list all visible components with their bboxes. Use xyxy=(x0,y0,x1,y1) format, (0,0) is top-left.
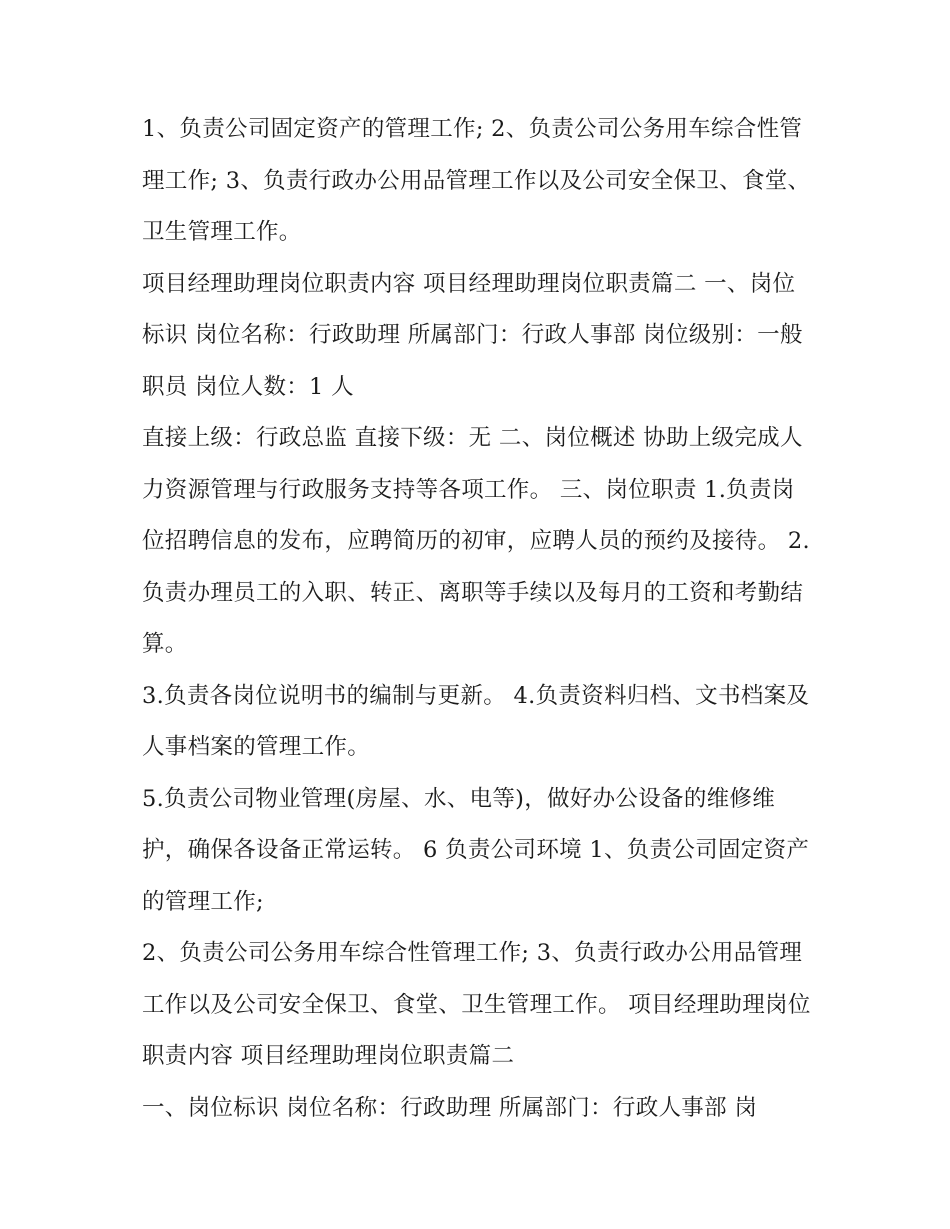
paragraph-duties-vehicles: 2、负责公司公务用车综合性管理工作; 3、负责行政办公用品管理工作以及公司安全保卫、食堂、卫生管理工作。 项目经理助理岗位职责内容 项目经理助理岗位职责篇二 xyxy=(142,940,811,1069)
paragraph-duties-property: 5.负责公司物业管理(房屋、水、电等)，做好办公设备的维修维护，确保各设备正常运转。 6 负责公司环境 1、负责公司固定资产的管理工作; xyxy=(142,785,810,915)
paragraph-position-identity: 项目经理助理岗位职责内容 项目经理助理岗位职责篇二 一、岗位标识 岗位名称：行政助理 所属部门：行政人事部 岗位级别：一般职员 岗位人数：1 人 xyxy=(142,270,803,400)
document-body xyxy=(142,104,814,1134)
paragraph-duties-documents: 3.负责各岗位说明书的编制与更新。 4.负责资料归档、文书档案及人事档案的管理工作。 xyxy=(142,682,810,760)
paragraph-position-identity-repeat: 一、岗位标识 岗位名称：行政助理 所属部门：行政人事部 岗 xyxy=(142,1094,758,1121)
paragraph-asset-management: 1、负责公司固定资产的管理工作; 2、负责公司公务用车综合性管理工作; 3、负责行政办公用品管理工作以及公司安全保卫、食堂、卫生管理工作。 xyxy=(142,116,811,245)
paragraph-duties-overview: 直接上级：行政总监 直接下级：无 二、岗位概述 协助上级完成人力资源管理与行政服务支持等各项工作。 三、岗位职责 1.负责岗位招聘信息的发布，应聘简历的初审，应聘人员的预约及接待。 2.负责办理员工的入职、转正、离职等手续以及每月的工资和考勤结算。 xyxy=(142,425,810,657)
